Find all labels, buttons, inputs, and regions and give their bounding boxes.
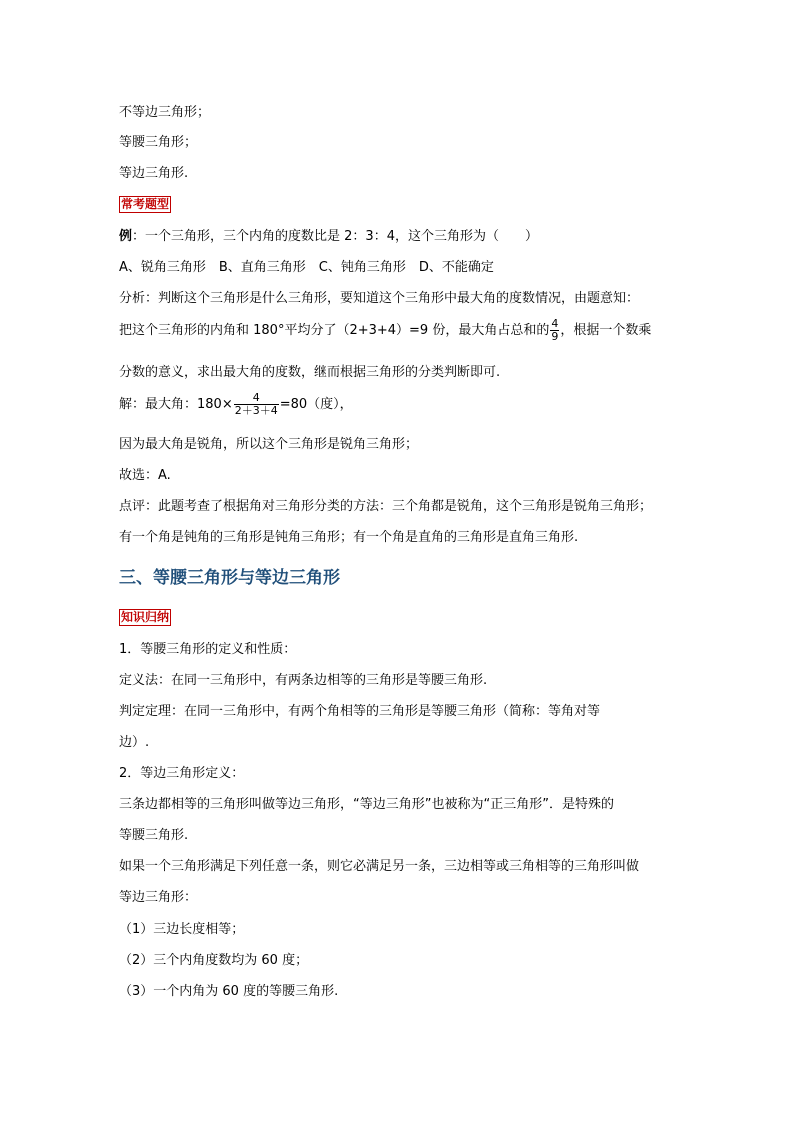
condition-item: （3）一个内角为 60 度的等腰三角形. bbox=[119, 984, 339, 999]
solution-line-1 bbox=[119, 392, 353, 417]
analysis-fraction bbox=[550, 318, 559, 343]
example-label: 例 bbox=[119, 229, 133, 244]
intro-line: 不等边三角形； bbox=[119, 105, 211, 120]
intro-line: 等腰三角形； bbox=[119, 135, 198, 150]
condition-intro-line-2: 等边三角形： bbox=[119, 890, 198, 905]
knowledge-tag: 知识归纳 bbox=[121, 610, 170, 624]
knowledge-item-1-title: 1．等腰三角形的定义和性质： bbox=[119, 642, 297, 657]
example-options: A、锐角三角形 B、直角三角形 C、钝角三角形 D、不能确定 bbox=[119, 260, 494, 275]
comment-line-2: 有一个角是钝角的三角形是钝角三角形；有一个角是直角的三角形是直角三角形. bbox=[119, 530, 579, 545]
example-question bbox=[119, 228, 538, 246]
condition-item: （2）三个内角度数均为 60 度； bbox=[119, 953, 309, 968]
definition-law: 定义法：在同一三角形中，有两条边相等的三角形是等腰三角形. bbox=[119, 673, 488, 688]
analysis-line-1: 分析：判断这个三角形是什么三角形，要知道这个三角形中最大角的度数情况，由题意知： bbox=[119, 291, 640, 306]
example-question-text: ：一个三角形，三个内角的度数比是 2：3：4，这个三角形为（ ） bbox=[132, 229, 538, 244]
solution-line-3: 故选：A. bbox=[119, 468, 171, 483]
analysis-line-2 bbox=[119, 318, 651, 343]
common-question-tag-row bbox=[119, 196, 171, 214]
solution-line-2: 因为最大角是锐角，所以这个三角形是锐角三角形； bbox=[119, 437, 419, 452]
intro-line: 等边三角形. bbox=[119, 166, 189, 181]
analysis-line-2-a: 把这个三角形的内角和 180°平均分了（2+3+4）=9 份，最大角占总和的 bbox=[119, 323, 550, 338]
section-heading: 三、等腰三角形与等边三角形 bbox=[119, 568, 340, 588]
fraction-numerator: 4 bbox=[252, 391, 260, 404]
fraction-numerator: 4 bbox=[551, 317, 559, 330]
condition-intro-line-1: 如果一个三角形满足下列任意一条，则它必满足另一条，三边相等或三角相等的三角形叫做 bbox=[119, 859, 640, 874]
theorem-line-2: 边）. bbox=[119, 735, 150, 750]
equilateral-definition-line-2: 等腰三角形. bbox=[119, 828, 189, 843]
analysis-line-3: 分数的意义，求出最大角的度数，继而根据三角形的分类判断即可. bbox=[119, 365, 501, 380]
knowledge-item-2-title: 2．等边三角形定义： bbox=[119, 766, 245, 781]
theorem-line-1: 判定定理：在同一三角形中，有两个角相等的三角形是等腰三角形（简称：等角对等 bbox=[119, 704, 601, 719]
equilateral-definition-line-1: 三条边都相等的三角形叫做等边三角形，“等边三角形”也被称为“正三角形”．是特殊的 bbox=[119, 797, 614, 812]
comment-line-1: 点评：此题考查了根据角对三角形分类的方法：三个角都是锐角，这个三角形是锐角三角形； bbox=[119, 499, 653, 514]
fraction-denominator: 9 bbox=[551, 330, 559, 343]
solution-prefix: 解：最大角：180× bbox=[119, 397, 233, 412]
solution-suffix: =80（度）， bbox=[279, 397, 353, 412]
solution-fraction bbox=[234, 392, 279, 417]
common-question-tag: 常考题型 bbox=[121, 197, 170, 211]
condition-item: （1）三边长度相等； bbox=[119, 922, 245, 937]
fraction-denominator: 2＋3＋4 bbox=[234, 404, 278, 417]
knowledge-tag-row bbox=[119, 609, 171, 627]
analysis-line-2-b: ，根据一个数乘 bbox=[560, 323, 652, 338]
